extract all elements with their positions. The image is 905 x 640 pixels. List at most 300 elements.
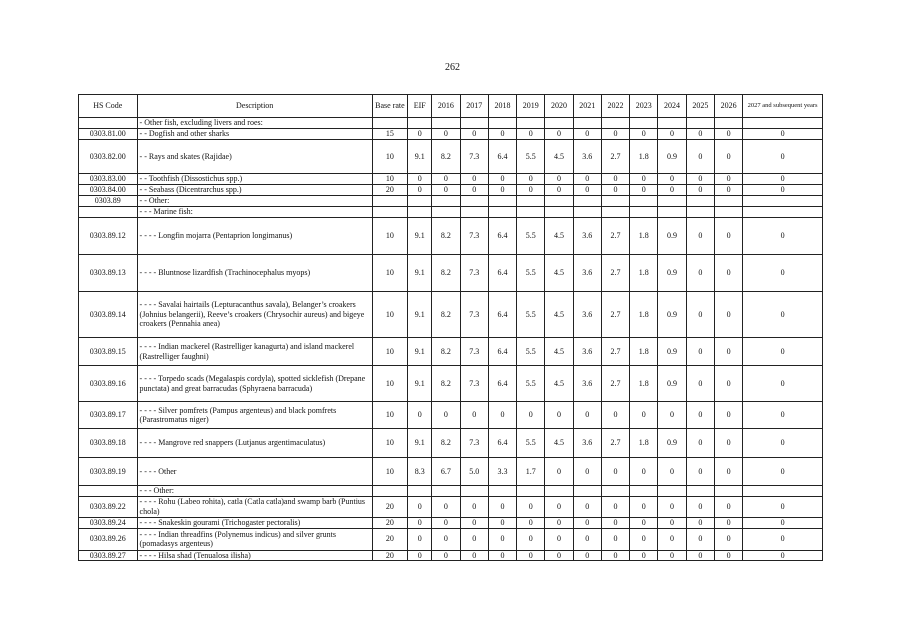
2025-rate-cell: 0 — [686, 528, 714, 550]
table-row — [79, 429, 823, 458]
table-row — [79, 496, 823, 517]
2025-rate-cell: 0 — [686, 517, 714, 528]
column-header-2023: 2023 — [630, 95, 658, 118]
2025-rate-cell: 0 — [686, 458, 714, 486]
2027-and-subsequent-years-rate-cell: 0 — [743, 496, 823, 517]
2023-rate-cell: 0 — [630, 496, 658, 517]
description-cell: - - - - Other — [137, 458, 372, 486]
2016-rate-cell: 8.2 — [432, 366, 460, 402]
2018-rate-cell: 0 — [488, 174, 516, 185]
column-header-hs-code: HS Code — [79, 95, 138, 118]
2017-rate-cell — [460, 486, 488, 497]
2016-rate-cell: 6.7 — [432, 458, 460, 486]
table-row — [79, 255, 823, 292]
2019-rate-cell: 5.5 — [517, 140, 545, 174]
2026-rate-cell: 0 — [714, 458, 742, 486]
2027-and-subsequent-years-rate-cell — [743, 118, 823, 129]
2019-rate-cell: 5.5 — [517, 292, 545, 338]
base-rate-rate-cell: 10 — [372, 218, 407, 255]
hs-code-cell: 0303.89.17 — [79, 402, 138, 429]
2020-rate-cell: 0 — [545, 458, 573, 486]
hs-code-cell: 0303.89.19 — [79, 458, 138, 486]
base-rate-rate-cell: 15 — [372, 129, 407, 140]
2025-rate-cell: 0 — [686, 174, 714, 185]
eif-rate-cell: 0 — [408, 402, 432, 429]
table-row — [79, 550, 823, 561]
2018-rate-cell — [488, 486, 516, 497]
table-row — [79, 486, 823, 497]
2020-rate-cell: 4.5 — [545, 255, 573, 292]
2023-rate-cell: 1.8 — [630, 218, 658, 255]
table-row — [79, 207, 823, 218]
2025-rate-cell: 0 — [686, 496, 714, 517]
2017-rate-cell — [460, 207, 488, 218]
2025-rate-cell: 0 — [686, 185, 714, 196]
2022-rate-cell: 2.7 — [601, 429, 629, 458]
2021-rate-cell: 0 — [573, 458, 601, 486]
2021-rate-cell — [573, 486, 601, 497]
2016-rate-cell — [432, 196, 460, 207]
column-header-2019: 2019 — [517, 95, 545, 118]
2024-rate-cell: 0 — [658, 402, 686, 429]
2024-rate-cell: 0.9 — [658, 255, 686, 292]
description-cell: - - Rays and skates (Rajidae) — [137, 140, 372, 174]
column-header-2018: 2018 — [488, 95, 516, 118]
2016-rate-cell: 0 — [432, 185, 460, 196]
eif-rate-cell: 9.1 — [408, 292, 432, 338]
2017-rate-cell: 0 — [460, 402, 488, 429]
2019-rate-cell — [517, 486, 545, 497]
2017-rate-cell: 0 — [460, 496, 488, 517]
2016-rate-cell: 0 — [432, 129, 460, 140]
2023-rate-cell: 0 — [630, 402, 658, 429]
2027-and-subsequent-years-rate-cell: 0 — [743, 366, 823, 402]
2026-rate-cell: 0 — [714, 429, 742, 458]
2026-rate-cell: 0 — [714, 140, 742, 174]
2026-rate-cell: 0 — [714, 255, 742, 292]
2022-rate-cell: 2.7 — [601, 255, 629, 292]
2026-rate-cell — [714, 196, 742, 207]
2020-rate-cell: 4.5 — [545, 338, 573, 366]
2025-rate-cell: 0 — [686, 255, 714, 292]
base-rate-rate-cell: 10 — [372, 338, 407, 366]
base-rate-rate-cell — [372, 486, 407, 497]
2023-rate-cell — [630, 207, 658, 218]
2025-rate-cell: 0 — [686, 218, 714, 255]
2026-rate-cell: 0 — [714, 174, 742, 185]
2019-rate-cell: 5.5 — [517, 429, 545, 458]
description-cell: - - - - Bluntnose lizardfish (Trachinocephalus myops) — [137, 255, 372, 292]
eif-rate-cell: 0 — [408, 496, 432, 517]
table-row — [79, 338, 823, 366]
2027-and-subsequent-years-rate-cell: 0 — [743, 292, 823, 338]
2022-rate-cell: 0 — [601, 458, 629, 486]
table-row — [79, 528, 823, 550]
2019-rate-cell: 0 — [517, 528, 545, 550]
base-rate-rate-cell: 20 — [372, 185, 407, 196]
description-cell: - - - Other: — [137, 486, 372, 497]
2023-rate-cell — [630, 486, 658, 497]
description-cell: - - Seabass (Dicentrarchus spp.) — [137, 185, 372, 196]
2017-rate-cell: 7.3 — [460, 366, 488, 402]
2017-rate-cell: 0 — [460, 550, 488, 561]
2025-rate-cell: 0 — [686, 402, 714, 429]
2016-rate-cell: 0 — [432, 496, 460, 517]
2023-rate-cell: 1.8 — [630, 366, 658, 402]
2016-rate-cell — [432, 486, 460, 497]
eif-rate-cell: 9.1 — [408, 255, 432, 292]
2023-rate-cell: 1.8 — [630, 292, 658, 338]
2027-and-subsequent-years-rate-cell: 0 — [743, 185, 823, 196]
2020-rate-cell: 0 — [545, 496, 573, 517]
2024-rate-cell — [658, 196, 686, 207]
2020-rate-cell: 0 — [545, 550, 573, 561]
eif-rate-cell — [408, 207, 432, 218]
eif-rate-cell: 0 — [408, 174, 432, 185]
column-header-2021: 2021 — [573, 95, 601, 118]
2027-and-subsequent-years-rate-cell: 0 — [743, 218, 823, 255]
2021-rate-cell: 0 — [573, 185, 601, 196]
2021-rate-cell: 3.6 — [573, 366, 601, 402]
2019-rate-cell: 5.5 — [517, 366, 545, 402]
description-cell: - - - - Longfin mojarra (Pentaprion longimanus) — [137, 218, 372, 255]
base-rate-rate-cell — [372, 118, 407, 129]
2026-rate-cell — [714, 486, 742, 497]
table-row — [79, 118, 823, 129]
2027-and-subsequent-years-rate-cell — [743, 486, 823, 497]
2021-rate-cell: 0 — [573, 174, 601, 185]
table-row — [79, 366, 823, 402]
description-cell: - - Dogfish and other sharks — [137, 129, 372, 140]
description-cell: - - Other: — [137, 196, 372, 207]
2019-rate-cell — [517, 118, 545, 129]
hs-code-cell: 0303.89 — [79, 196, 138, 207]
2019-rate-cell: 5.5 — [517, 255, 545, 292]
table-body — [79, 118, 823, 561]
2027-and-subsequent-years-rate-cell: 0 — [743, 140, 823, 174]
2017-rate-cell: 0 — [460, 517, 488, 528]
2023-rate-cell: 1.8 — [630, 255, 658, 292]
table-row — [79, 458, 823, 486]
2018-rate-cell: 0 — [488, 402, 516, 429]
2022-rate-cell: 2.7 — [601, 366, 629, 402]
2021-rate-cell: 3.6 — [573, 429, 601, 458]
2017-rate-cell: 7.3 — [460, 255, 488, 292]
2025-rate-cell: 0 — [686, 429, 714, 458]
2020-rate-cell — [545, 196, 573, 207]
2017-rate-cell: 0 — [460, 528, 488, 550]
2024-rate-cell: 0 — [658, 496, 686, 517]
2017-rate-cell: 0 — [460, 174, 488, 185]
2019-rate-cell — [517, 207, 545, 218]
2019-rate-cell: 0 — [517, 185, 545, 196]
base-rate-rate-cell: 20 — [372, 550, 407, 561]
2017-rate-cell: 7.3 — [460, 292, 488, 338]
2022-rate-cell: 0 — [601, 129, 629, 140]
2027-and-subsequent-years-rate-cell: 0 — [743, 429, 823, 458]
hs-code-cell: 0303.82.00 — [79, 140, 138, 174]
2021-rate-cell: 0 — [573, 528, 601, 550]
2018-rate-cell: 6.4 — [488, 429, 516, 458]
2026-rate-cell: 0 — [714, 218, 742, 255]
description-cell: - - - - Indian mackerel (Rastrelliger kanagurta) and island mackerel (Rastrelliger faughni) — [137, 338, 372, 366]
2024-rate-cell: 0.9 — [658, 338, 686, 366]
table-row — [79, 218, 823, 255]
2020-rate-cell: 0 — [545, 174, 573, 185]
2026-rate-cell: 0 — [714, 338, 742, 366]
eif-rate-cell: 0 — [408, 550, 432, 561]
2027-and-subsequent-years-rate-cell — [743, 207, 823, 218]
2017-rate-cell — [460, 196, 488, 207]
description-cell: - - Toothfish (Dissostichus spp.) — [137, 174, 372, 185]
2027-and-subsequent-years-rate-cell: 0 — [743, 338, 823, 366]
2019-rate-cell: 0 — [517, 174, 545, 185]
2016-rate-cell: 8.2 — [432, 429, 460, 458]
2017-rate-cell: 7.3 — [460, 218, 488, 255]
2017-rate-cell: 7.3 — [460, 140, 488, 174]
2021-rate-cell: 3.6 — [573, 338, 601, 366]
table-row — [79, 174, 823, 185]
2025-rate-cell: 0 — [686, 292, 714, 338]
2021-rate-cell: 0 — [573, 517, 601, 528]
2019-rate-cell: 0 — [517, 402, 545, 429]
2020-rate-cell: 4.5 — [545, 366, 573, 402]
eif-rate-cell: 9.1 — [408, 338, 432, 366]
hs-code-cell: 0303.81.00 — [79, 129, 138, 140]
table-row — [79, 196, 823, 207]
2016-rate-cell: 0 — [432, 174, 460, 185]
2020-rate-cell: 4.5 — [545, 218, 573, 255]
2027-and-subsequent-years-rate-cell: 0 — [743, 255, 823, 292]
2021-rate-cell: 0 — [573, 550, 601, 561]
2025-rate-cell: 0 — [686, 366, 714, 402]
2021-rate-cell — [573, 196, 601, 207]
eif-rate-cell — [408, 196, 432, 207]
2020-rate-cell — [545, 118, 573, 129]
2017-rate-cell: 0 — [460, 185, 488, 196]
hs-code-cell — [79, 486, 138, 497]
2021-rate-cell: 3.6 — [573, 255, 601, 292]
2027-and-subsequent-years-rate-cell: 0 — [743, 458, 823, 486]
column-header-2022: 2022 — [601, 95, 629, 118]
eif-rate-cell: 0 — [408, 528, 432, 550]
2016-rate-cell: 0 — [432, 517, 460, 528]
2018-rate-cell: 6.4 — [488, 292, 516, 338]
2021-rate-cell: 0 — [573, 402, 601, 429]
2018-rate-cell: 0 — [488, 185, 516, 196]
2023-rate-cell — [630, 196, 658, 207]
2017-rate-cell — [460, 118, 488, 129]
2017-rate-cell: 0 — [460, 129, 488, 140]
2026-rate-cell: 0 — [714, 366, 742, 402]
table-row — [79, 517, 823, 528]
2020-rate-cell: 0 — [545, 402, 573, 429]
2019-rate-cell: 0 — [517, 129, 545, 140]
base-rate-rate-cell: 20 — [372, 496, 407, 517]
2016-rate-cell: 8.2 — [432, 255, 460, 292]
2018-rate-cell: 0 — [488, 496, 516, 517]
eif-rate-cell: 0 — [408, 517, 432, 528]
base-rate-rate-cell — [372, 207, 407, 218]
hs-code-cell: 0303.89.27 — [79, 550, 138, 561]
2026-rate-cell: 0 — [714, 402, 742, 429]
2022-rate-cell: 2.7 — [601, 218, 629, 255]
2016-rate-cell: 0 — [432, 550, 460, 561]
2018-rate-cell — [488, 207, 516, 218]
2022-rate-cell: 0 — [601, 174, 629, 185]
base-rate-rate-cell: 10 — [372, 140, 407, 174]
2019-rate-cell: 1.7 — [517, 458, 545, 486]
2018-rate-cell: 0 — [488, 129, 516, 140]
base-rate-rate-cell: 10 — [372, 429, 407, 458]
2027-and-subsequent-years-rate-cell — [743, 196, 823, 207]
hs-code-cell — [79, 118, 138, 129]
table-row — [79, 140, 823, 174]
2027-and-subsequent-years-rate-cell: 0 — [743, 550, 823, 561]
2020-rate-cell: 0 — [545, 185, 573, 196]
2019-rate-cell: 0 — [517, 517, 545, 528]
eif-rate-cell: 9.1 — [408, 218, 432, 255]
column-header-base-rate: Base rate — [372, 95, 407, 118]
2023-rate-cell: 0 — [630, 185, 658, 196]
2025-rate-cell: 0 — [686, 140, 714, 174]
2016-rate-cell — [432, 207, 460, 218]
hs-code-cell: 0303.89.14 — [79, 292, 138, 338]
page-number: 262 — [445, 62, 460, 73]
2023-rate-cell: 0 — [630, 528, 658, 550]
2022-rate-cell — [601, 207, 629, 218]
2022-rate-cell: 0 — [601, 550, 629, 561]
2026-rate-cell — [714, 207, 742, 218]
base-rate-rate-cell: 10 — [372, 458, 407, 486]
hs-code-cell: 0303.89.13 — [79, 255, 138, 292]
hs-code-cell: 0303.89.16 — [79, 366, 138, 402]
2016-rate-cell: 0 — [432, 402, 460, 429]
2021-rate-cell: 3.6 — [573, 218, 601, 255]
2018-rate-cell: 6.4 — [488, 338, 516, 366]
hs-code-cell: 0303.89.26 — [79, 528, 138, 550]
hs-code-cell: 0303.89.22 — [79, 496, 138, 517]
2026-rate-cell: 0 — [714, 517, 742, 528]
2016-rate-cell: 8.2 — [432, 292, 460, 338]
eif-rate-cell — [408, 118, 432, 129]
2021-rate-cell: 0 — [573, 129, 601, 140]
2024-rate-cell: 0.9 — [658, 292, 686, 338]
2026-rate-cell: 0 — [714, 292, 742, 338]
base-rate-rate-cell — [372, 196, 407, 207]
2020-rate-cell: 4.5 — [545, 429, 573, 458]
2016-rate-cell — [432, 118, 460, 129]
2019-rate-cell: 5.5 — [517, 218, 545, 255]
column-header-eif: EIF — [408, 95, 432, 118]
2018-rate-cell: 6.4 — [488, 218, 516, 255]
2025-rate-cell: 0 — [686, 550, 714, 561]
table-row — [79, 292, 823, 338]
2025-rate-cell — [686, 207, 714, 218]
2018-rate-cell: 0 — [488, 517, 516, 528]
column-header-2027-and-subsequent-years: 2027 and subsequent years — [743, 95, 823, 118]
2024-rate-cell: 0.9 — [658, 218, 686, 255]
2027-and-subsequent-years-rate-cell: 0 — [743, 129, 823, 140]
description-cell: - - - - Rohu (Labeo rohita), catla (Catla catla)and swamp barb (Puntius chola) — [137, 496, 372, 517]
2024-rate-cell: 0.9 — [658, 366, 686, 402]
2018-rate-cell: 6.4 — [488, 255, 516, 292]
eif-rate-cell: 9.1 — [408, 366, 432, 402]
2024-rate-cell: 0 — [658, 458, 686, 486]
description-cell: - Other fish, excluding livers and roes: — [137, 118, 372, 129]
2025-rate-cell — [686, 486, 714, 497]
2018-rate-cell: 6.4 — [488, 366, 516, 402]
2016-rate-cell: 8.2 — [432, 338, 460, 366]
2024-rate-cell — [658, 486, 686, 497]
2026-rate-cell: 0 — [714, 528, 742, 550]
base-rate-rate-cell: 20 — [372, 517, 407, 528]
hs-code-cell — [79, 207, 138, 218]
2022-rate-cell: 2.7 — [601, 140, 629, 174]
base-rate-rate-cell: 10 — [372, 366, 407, 402]
2019-rate-cell: 5.5 — [517, 338, 545, 366]
2023-rate-cell: 0 — [630, 517, 658, 528]
hs-code-cell: 0303.89.24 — [79, 517, 138, 528]
description-cell: - - - - Savalai hairtails (Lepturacanthus savala), Belanger’s croakers (Johnius belangerii), Reeve’s croakers (Chrysochir aureus) and bigeye croakers (Pennahia anea) — [137, 292, 372, 338]
2020-rate-cell — [545, 486, 573, 497]
2025-rate-cell — [686, 196, 714, 207]
2020-rate-cell: 4.5 — [545, 292, 573, 338]
2027-and-subsequent-years-rate-cell: 0 — [743, 528, 823, 550]
eif-rate-cell: 9.1 — [408, 429, 432, 458]
column-header-2025: 2025 — [686, 95, 714, 118]
description-cell: - - - - Mangrove red snappers (Lutjanus argentimaculatus) — [137, 429, 372, 458]
eif-rate-cell: 0 — [408, 129, 432, 140]
2019-rate-cell: 0 — [517, 550, 545, 561]
2021-rate-cell: 3.6 — [573, 292, 601, 338]
2016-rate-cell: 8.2 — [432, 218, 460, 255]
2018-rate-cell: 0 — [488, 550, 516, 561]
2024-rate-cell — [658, 118, 686, 129]
description-cell: - - - - Torpedo scads (Megalaspis cordyla), spotted sicklefish (Drepane punctata) and great barracudas (Sphyraena barracuda) — [137, 366, 372, 402]
column-header-2024: 2024 — [658, 95, 686, 118]
2021-rate-cell: 0 — [573, 496, 601, 517]
2021-rate-cell — [573, 207, 601, 218]
description-cell: - - - - Indian threadfins (Polynemus indicus) and silver grunts (pomadasys argenteus) — [137, 528, 372, 550]
2023-rate-cell: 1.8 — [630, 140, 658, 174]
2024-rate-cell: 0 — [658, 528, 686, 550]
2022-rate-cell: 0 — [601, 517, 629, 528]
base-rate-rate-cell: 10 — [372, 255, 407, 292]
2020-rate-cell: 0 — [545, 129, 573, 140]
2022-rate-cell — [601, 486, 629, 497]
eif-rate-cell: 9.1 — [408, 140, 432, 174]
2024-rate-cell — [658, 207, 686, 218]
eif-rate-cell: 8.3 — [408, 458, 432, 486]
table-row — [79, 185, 823, 196]
2024-rate-cell: 0 — [658, 129, 686, 140]
2025-rate-cell: 0 — [686, 338, 714, 366]
2026-rate-cell: 0 — [714, 185, 742, 196]
2027-and-subsequent-years-rate-cell: 0 — [743, 517, 823, 528]
2025-rate-cell: 0 — [686, 129, 714, 140]
2020-rate-cell: 0 — [545, 517, 573, 528]
2019-rate-cell: 0 — [517, 496, 545, 517]
2018-rate-cell: 6.4 — [488, 140, 516, 174]
2027-and-subsequent-years-rate-cell: 0 — [743, 174, 823, 185]
2026-rate-cell: 0 — [714, 496, 742, 517]
2024-rate-cell: 0 — [658, 185, 686, 196]
hs-code-cell: 0303.89.15 — [79, 338, 138, 366]
column-header-description: Description — [137, 95, 372, 118]
column-header-2017: 2017 — [460, 95, 488, 118]
base-rate-rate-cell: 20 — [372, 528, 407, 550]
